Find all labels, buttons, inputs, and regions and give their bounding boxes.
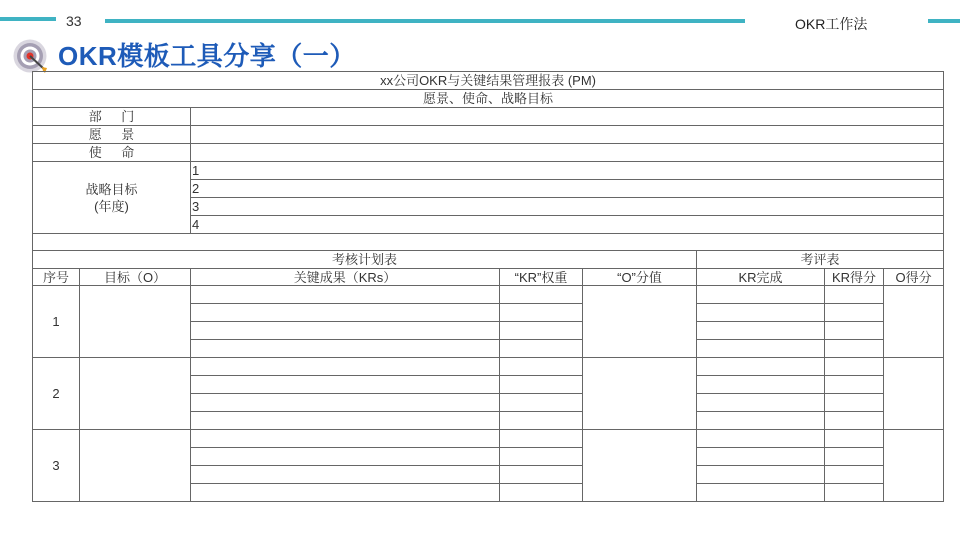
kr-weight-cell[interactable] — [500, 484, 583, 502]
col-header-o-score: O得分 — [884, 269, 944, 286]
dept-label: 部 门 — [33, 108, 191, 126]
kr-weight-cell[interactable] — [500, 412, 583, 430]
col-header-kr-weight: “KR”权重 — [500, 269, 583, 286]
kr-weight-cell[interactable] — [500, 358, 583, 376]
kr-weight-cell[interactable] — [500, 394, 583, 412]
kr-weight-cell[interactable] — [500, 340, 583, 358]
col-header-no: 序号 — [33, 269, 80, 286]
kr-score-cell[interactable] — [825, 430, 884, 448]
kr-score-cell[interactable] — [825, 394, 884, 412]
kr-cell[interactable] — [191, 412, 500, 430]
kr-cell[interactable] — [191, 430, 500, 448]
col-header-krs: 关键成果（KRs） — [191, 269, 500, 286]
header-bar-right — [928, 19, 960, 23]
kr-complete-cell[interactable] — [697, 448, 825, 466]
kr-weight-cell[interactable] — [500, 430, 583, 448]
kr-complete-cell[interactable] — [697, 322, 825, 340]
kr-score-cell[interactable] — [825, 304, 884, 322]
okr-row — [33, 286, 944, 304]
kr-score-cell[interactable] — [825, 340, 884, 358]
kr-complete-cell[interactable] — [697, 286, 825, 304]
o-score-cell[interactable] — [884, 430, 944, 502]
kr-score-cell[interactable] — [825, 412, 884, 430]
goal-item[interactable]: 4 — [191, 216, 944, 234]
col-header-o-score-value: “O”分值 — [583, 269, 697, 286]
o-value-cell[interactable] — [583, 286, 697, 358]
okr-body — [33, 286, 944, 502]
kr-cell[interactable] — [191, 286, 500, 304]
table-subtitle: 愿景、使命、战略目标 — [33, 90, 944, 108]
kr-cell[interactable] — [191, 484, 500, 502]
vision-cell[interactable] — [191, 126, 944, 144]
kr-weight-cell[interactable] — [500, 376, 583, 394]
objective-cell[interactable] — [80, 430, 191, 502]
eval-header: 考评表 — [697, 251, 944, 269]
kr-weight-cell[interactable] — [500, 304, 583, 322]
kr-complete-cell[interactable] — [697, 340, 825, 358]
section-label: OKR工作法 — [795, 16, 868, 32]
kr-complete-cell[interactable] — [697, 358, 825, 376]
header-bar-left — [0, 17, 56, 21]
kr-cell[interactable] — [191, 376, 500, 394]
page-title: OKR模板工具分享（一） — [58, 41, 356, 71]
objective-number: 3 — [33, 430, 80, 502]
dept-cell[interactable] — [191, 108, 944, 126]
kr-score-cell[interactable] — [825, 484, 884, 502]
mission-cell[interactable] — [191, 144, 944, 162]
o-score-cell[interactable] — [884, 286, 944, 358]
strategic-goal-label — [33, 162, 191, 234]
header-bar-middle — [105, 19, 745, 23]
kr-cell[interactable] — [191, 340, 500, 358]
goal-item[interactable]: 1 — [191, 162, 944, 180]
kr-cell[interactable] — [191, 304, 500, 322]
col-header-kr-complete: KR完成 — [697, 269, 825, 286]
kr-score-cell[interactable] — [825, 286, 884, 304]
mission-label: 使 命 — [33, 144, 191, 162]
objective-cell[interactable] — [80, 358, 191, 430]
kr-weight-cell[interactable] — [500, 322, 583, 340]
col-header-kr-score: KR得分 — [825, 269, 884, 286]
kr-complete-cell[interactable] — [697, 412, 825, 430]
kr-cell[interactable] — [191, 448, 500, 466]
kr-weight-cell[interactable] — [500, 466, 583, 484]
okr-row — [33, 430, 944, 448]
kr-weight-cell[interactable] — [500, 448, 583, 466]
page-number: 33 — [66, 13, 82, 29]
okr-row — [33, 358, 944, 376]
kr-cell[interactable] — [191, 394, 500, 412]
kr-weight-cell[interactable] — [500, 286, 583, 304]
kr-score-cell[interactable] — [825, 466, 884, 484]
kr-score-cell[interactable] — [825, 358, 884, 376]
kr-complete-cell[interactable] — [697, 484, 825, 502]
kr-score-cell[interactable] — [825, 448, 884, 466]
kr-cell[interactable] — [191, 322, 500, 340]
strategic-goal-label-line2: (年度) — [94, 198, 129, 214]
kr-complete-cell[interactable] — [697, 430, 825, 448]
okr-report-table — [32, 71, 943, 502]
kr-complete-cell[interactable] — [697, 376, 825, 394]
goal-item[interactable]: 3 — [191, 198, 944, 216]
kr-complete-cell[interactable] — [697, 466, 825, 484]
o-score-cell[interactable] — [884, 358, 944, 430]
kr-complete-cell[interactable] — [697, 304, 825, 322]
kr-cell[interactable] — [191, 358, 500, 376]
o-value-cell[interactable] — [583, 430, 697, 502]
objective-number: 1 — [33, 286, 80, 358]
o-value-cell[interactable] — [583, 358, 697, 430]
vision-label: 愿 景 — [33, 126, 191, 144]
kr-score-cell[interactable] — [825, 322, 884, 340]
goal-item[interactable]: 2 — [191, 180, 944, 198]
objective-cell[interactable] — [80, 286, 191, 358]
spacer-row — [33, 234, 944, 251]
objective-number: 2 — [33, 358, 80, 430]
col-header-objective: 目标（O） — [80, 269, 191, 286]
kr-score-cell[interactable] — [825, 376, 884, 394]
plan-header: 考核计划表 — [33, 251, 697, 269]
strategic-goal-label-line1: 战略目标 — [85, 181, 138, 197]
kr-cell[interactable] — [191, 466, 500, 484]
table-caption: xx公司OKR与关键结果管理报表 (PM) — [33, 72, 944, 90]
target-icon — [12, 38, 48, 74]
kr-complete-cell[interactable] — [697, 394, 825, 412]
